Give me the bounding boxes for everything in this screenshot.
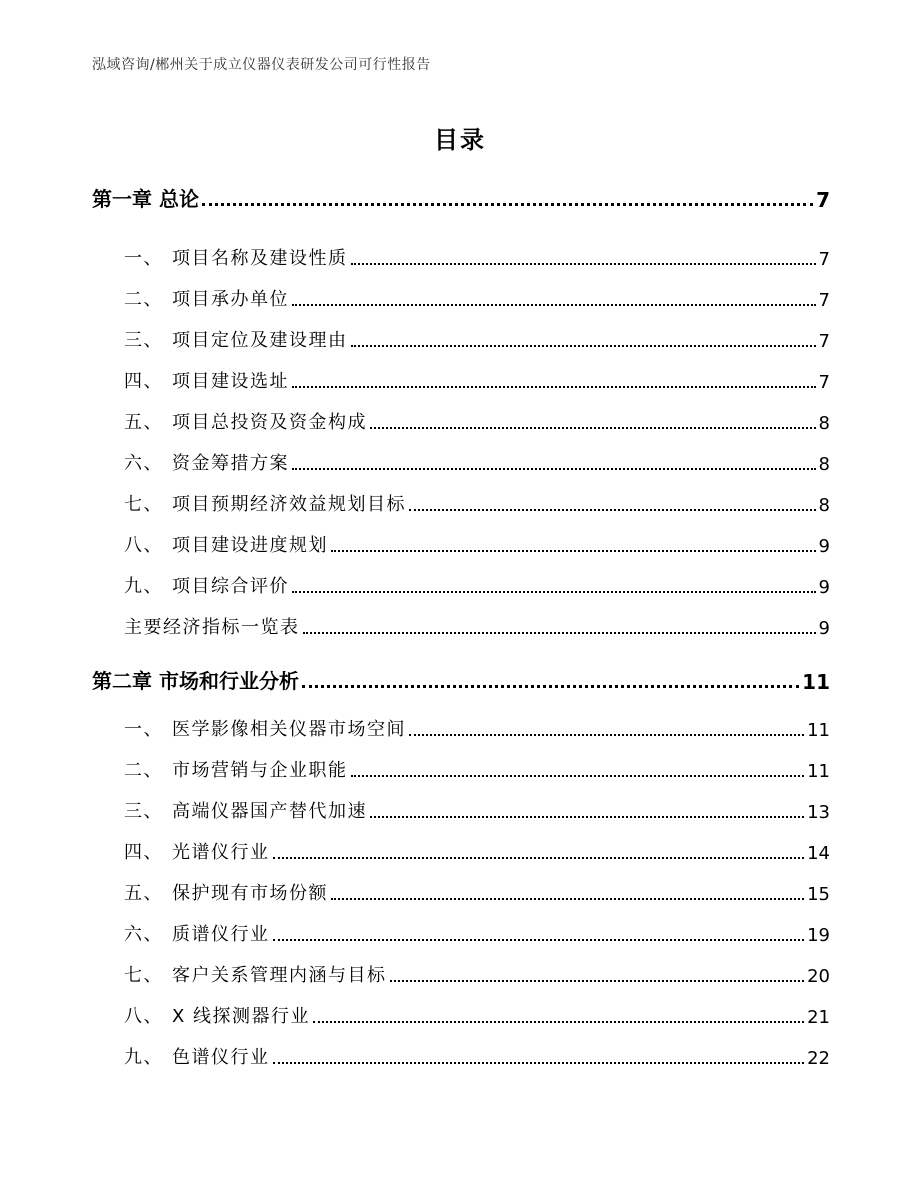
toc-section-text: 市场营销与企业职能 — [172, 760, 348, 781]
toc-leader-dots — [303, 632, 816, 634]
toc-page-number: 11 — [802, 670, 830, 694]
toc-section-text: 医学影像相关仪器市场空间 — [172, 719, 406, 740]
toc-section-label — [124, 715, 406, 741]
toc-page-number: 8 — [818, 495, 830, 516]
toc-section-text: 项目承办单位 — [172, 289, 289, 310]
toc-section-1-1[interactable] — [124, 244, 830, 270]
toc-section-num: 五、 — [124, 412, 163, 433]
toc-section-2-2[interactable] — [124, 756, 830, 782]
toc-section-2-9[interactable] — [124, 1043, 830, 1069]
toc-leader-dots — [351, 345, 816, 347]
toc-section-text: 项目建设选址 — [172, 371, 289, 392]
toc-section-label — [124, 1043, 270, 1069]
toc-leader-dots — [292, 304, 816, 306]
toc-section-label — [124, 838, 270, 864]
toc-page-number: 7 — [816, 188, 830, 212]
toc-leader-dots — [202, 203, 813, 206]
toc-page-number: 19 — [807, 925, 830, 946]
toc-section-label — [124, 408, 367, 434]
toc-section-label — [124, 244, 348, 270]
toc-section-2-1[interactable] — [124, 715, 830, 741]
toc-section-text: 项目名称及建设性质 — [172, 248, 348, 269]
toc-section-1-5[interactable] — [124, 408, 830, 434]
toc-section-num: 二、 — [124, 289, 163, 310]
toc-page-number: 7 — [818, 331, 830, 352]
toc-section-2-4[interactable] — [124, 838, 830, 864]
toc-section-label — [124, 613, 300, 639]
toc-section-num: 三、 — [124, 330, 163, 351]
toc-chapter-label: 第一章 总论 — [92, 187, 199, 211]
toc-section-text: X 线探测器行业 — [172, 1006, 311, 1027]
toc-section-1-8[interactable] — [124, 531, 830, 557]
toc-section-num: 七、 — [124, 494, 163, 515]
toc-section-num: 七、 — [124, 965, 163, 986]
toc-section-num: 一、 — [124, 248, 163, 269]
toc-section-2-8[interactable] — [124, 1002, 830, 1028]
toc-section-label — [124, 879, 328, 905]
toc-section-label — [124, 920, 270, 946]
toc-page-number: 14 — [807, 843, 830, 864]
toc-section-num: 九、 — [124, 576, 163, 597]
toc-section-2-5[interactable] — [124, 879, 830, 905]
toc-leader-dots — [409, 734, 804, 736]
toc-leader-dots — [302, 685, 799, 688]
toc-section-1-2[interactable] — [124, 285, 830, 311]
toc-section-text: 光谱仪行业 — [172, 842, 270, 863]
toc-section-num: 六、 — [124, 924, 163, 945]
toc-section-label — [124, 1002, 310, 1028]
toc-leader-dots — [273, 857, 805, 859]
toc-page-number: 7 — [818, 372, 830, 393]
toc-page-number: 13 — [807, 802, 830, 823]
toc-chapter-label: 第二章 市场和行业分析 — [92, 669, 299, 693]
toc-leader-dots — [292, 468, 816, 470]
toc-page-number: 15 — [807, 884, 830, 905]
toc-leader-dots — [313, 1021, 804, 1023]
toc-chapter-2[interactable] — [92, 664, 830, 694]
toc-section-label — [124, 326, 348, 352]
toc-section-text: 主要经济指标一览表 — [124, 617, 300, 638]
toc-page-number: 8 — [818, 454, 830, 475]
toc-page-number: 22 — [807, 1048, 830, 1069]
toc-section-num: 一、 — [124, 719, 163, 740]
toc-page-number: 20 — [807, 966, 830, 987]
toc-page-number: 11 — [807, 761, 830, 782]
toc-leader-dots — [390, 980, 805, 982]
toc-section-label — [124, 531, 328, 557]
toc-section-num: 五、 — [124, 883, 163, 904]
toc-leader-dots — [292, 591, 816, 593]
toc-section-num: 八、 — [124, 535, 163, 556]
toc-section-1-10[interactable] — [124, 613, 830, 639]
toc-section-2-6[interactable] — [124, 920, 830, 946]
toc-section-label — [124, 490, 406, 516]
toc-section-text: 项目建设进度规划 — [172, 535, 328, 556]
toc-leader-dots — [351, 263, 816, 265]
toc-leader-dots — [273, 1062, 805, 1064]
toc-page-number: 7 — [818, 290, 830, 311]
toc-section-num: 六、 — [124, 453, 163, 474]
toc-section-num: 三、 — [124, 801, 163, 822]
toc-page-number: 9 — [818, 618, 830, 639]
toc-section-text: 保护现有市场份额 — [172, 883, 328, 904]
toc-leader-dots — [331, 550, 816, 552]
toc-section-num: 四、 — [124, 371, 163, 392]
toc-leader-dots — [331, 898, 804, 900]
toc-section-label — [124, 449, 289, 475]
toc-section-num: 二、 — [124, 760, 163, 781]
toc-leader-dots — [351, 775, 805, 777]
toc-leader-dots — [409, 509, 816, 511]
toc-section-text: 客户关系管理内涵与目标 — [172, 965, 387, 986]
toc-section-text: 项目综合评价 — [172, 576, 289, 597]
toc-section-text: 项目定位及建设理由 — [172, 330, 348, 351]
toc-page-number: 8 — [818, 413, 830, 434]
toc-section-1-3[interactable] — [124, 326, 830, 352]
toc-chapter-1[interactable] — [92, 182, 830, 212]
page-header: 泓域咨询/郴州关于成立仪器仪表研发公司可行性报告 — [92, 57, 431, 73]
toc-page-number: 21 — [807, 1007, 830, 1028]
toc-page-number: 7 — [818, 249, 830, 270]
toc-page-number: 11 — [807, 720, 830, 741]
toc-leader-dots — [273, 939, 805, 941]
toc-section-1-6[interactable] — [124, 449, 830, 475]
toc-section-num: 九、 — [124, 1047, 163, 1068]
toc-section-label — [124, 367, 289, 393]
toc-title: 目录 — [434, 126, 486, 154]
toc-section-label — [124, 285, 289, 311]
toc-section-text: 色谱仪行业 — [172, 1047, 270, 1068]
toc-section-num: 八、 — [124, 1006, 163, 1027]
toc-section-text: 项目预期经济效益规划目标 — [172, 494, 406, 515]
toc-leader-dots — [292, 386, 816, 388]
toc-section-text: 资金筹措方案 — [172, 453, 289, 474]
toc-section-num: 四、 — [124, 842, 163, 863]
toc-page-number: 9 — [818, 536, 830, 557]
toc-section-text: 高端仪器国产替代加速 — [172, 801, 367, 822]
toc-section-1-7[interactable] — [124, 490, 830, 516]
toc-leader-dots — [370, 816, 804, 818]
toc-page-number: 9 — [818, 577, 830, 598]
toc-section-label — [124, 756, 348, 782]
toc-section-1-9[interactable] — [124, 572, 830, 598]
toc-section-2-3[interactable] — [124, 797, 830, 823]
toc-section-label — [124, 572, 289, 598]
toc-section-1-4[interactable] — [124, 367, 830, 393]
toc-section-2-7[interactable] — [124, 961, 830, 987]
toc-section-text: 项目总投资及资金构成 — [172, 412, 367, 433]
toc-leader-dots — [370, 427, 816, 429]
toc-section-text: 质谱仪行业 — [172, 924, 270, 945]
toc-section-label — [124, 797, 367, 823]
toc-section-label — [124, 961, 387, 987]
